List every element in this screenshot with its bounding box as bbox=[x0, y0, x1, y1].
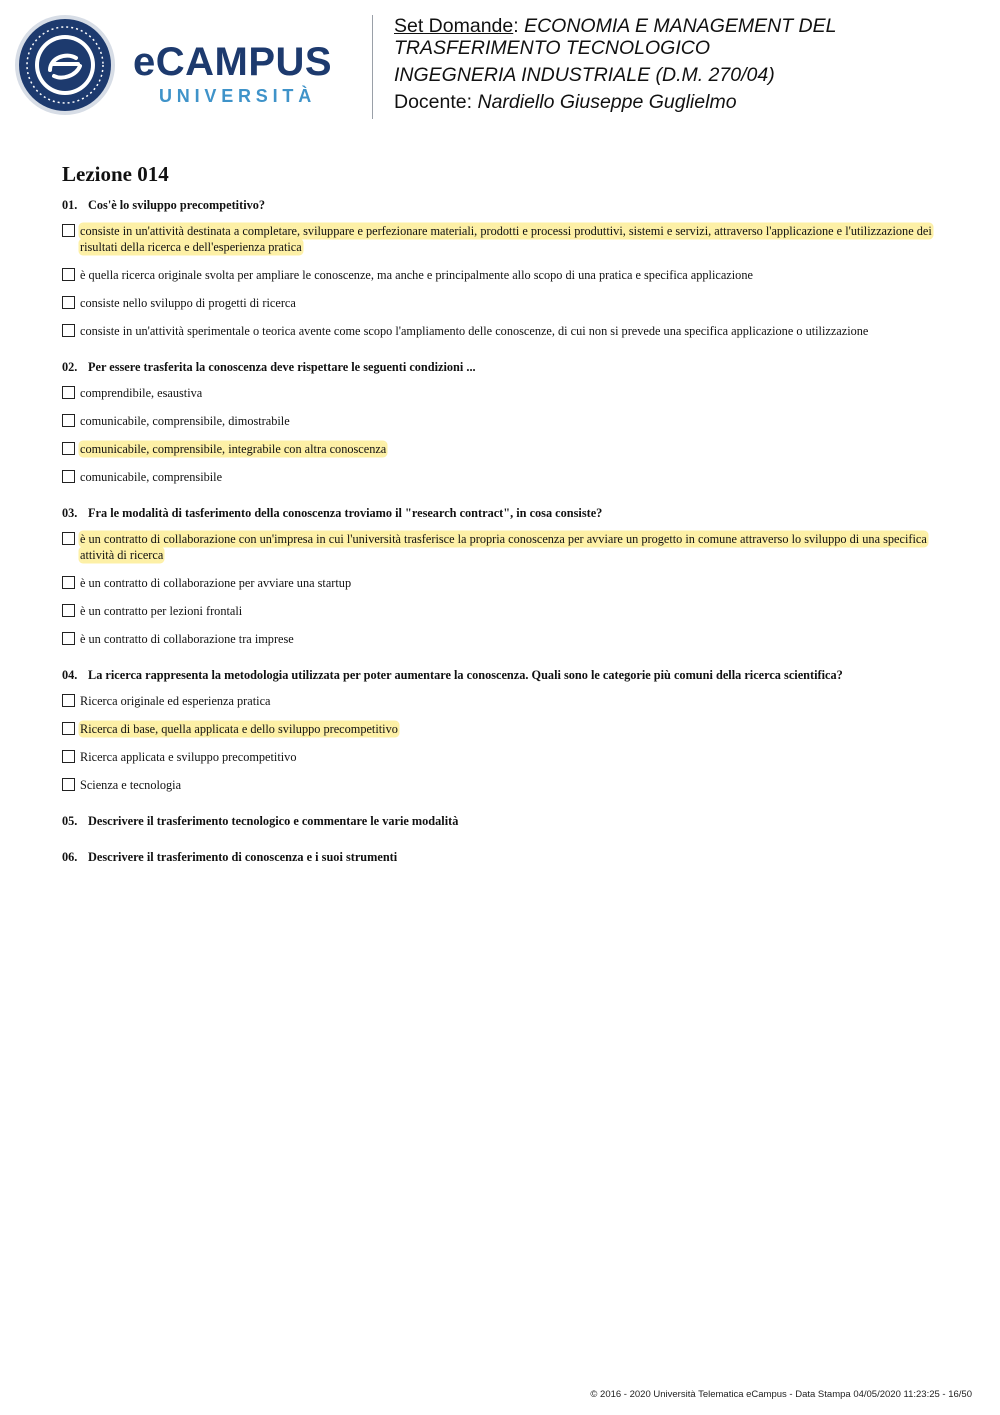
answer-option[interactable] bbox=[62, 575, 942, 591]
question-text bbox=[62, 667, 942, 683]
answer-option[interactable] bbox=[62, 531, 942, 563]
lesson-title: Lezione 014 bbox=[62, 162, 169, 186]
answer-checkbox[interactable] bbox=[62, 414, 75, 427]
question-number: 01. bbox=[62, 198, 78, 212]
teacher-line bbox=[394, 91, 998, 113]
header-divider bbox=[372, 15, 373, 119]
question-text bbox=[62, 197, 942, 213]
question-text bbox=[62, 813, 942, 829]
answer-text: comprendibile, esaustiva bbox=[80, 386, 203, 400]
question-block bbox=[62, 813, 942, 829]
answer-checkbox[interactable] bbox=[62, 778, 75, 791]
answer-text: consiste in un'attività sperimentale o teorica avente come scopo l'ampliamento delle conoscenze, di cui non si prevede una specifica applicazione o utilizzazione bbox=[80, 324, 869, 338]
set-title: ECONOMIA E MANAGEMENT DEL TRASFERIMENTO TECNOLOGICO bbox=[394, 15, 837, 59]
answer-checkbox[interactable] bbox=[62, 694, 75, 707]
answer-option[interactable] bbox=[62, 441, 942, 457]
question-block bbox=[62, 197, 942, 339]
answer-text: comunicabile, comprensibile bbox=[80, 470, 223, 484]
question-label: Per essere trasferita la conoscenza deve rispettare le seguenti condizioni ... bbox=[88, 360, 476, 374]
page-header bbox=[0, 0, 1000, 125]
answer-text-highlighted: è un contratto di collaborazione con un'impresa in cui l'università trasferisce la propria conoscenza per avviare un progetto in comune attraverso lo sviluppo di una specifica attività di ricerca bbox=[80, 532, 927, 562]
set-label: Set Domande bbox=[394, 15, 514, 37]
answer-text: è un contratto di collaborazione per avviare una startup bbox=[80, 576, 352, 590]
ecampus-seal-logo bbox=[14, 14, 116, 116]
answer-option[interactable] bbox=[62, 631, 942, 647]
answer-checkbox[interactable] bbox=[62, 722, 75, 735]
set-line: Set Domande: ECONOMIA E MANAGEMENT DEL TRASFERIMENTO TECNOLOGICO bbox=[394, 15, 837, 59]
answer-checkbox[interactable] bbox=[62, 268, 75, 281]
answer-checkbox[interactable] bbox=[62, 604, 75, 617]
answer-option[interactable] bbox=[62, 267, 942, 283]
answer-option[interactable] bbox=[62, 721, 942, 737]
answer-checkbox[interactable] bbox=[62, 442, 75, 455]
answer-option[interactable] bbox=[62, 749, 942, 765]
question-number: 03. bbox=[62, 506, 78, 520]
answer-checkbox[interactable] bbox=[62, 750, 75, 763]
question-text bbox=[62, 359, 942, 375]
logo-ecampus-text: eCAMPUS bbox=[133, 40, 333, 84]
question-text bbox=[62, 849, 942, 865]
answer-option[interactable] bbox=[62, 469, 942, 485]
question-number: 04. bbox=[62, 668, 78, 682]
question-number: 02. bbox=[62, 360, 78, 374]
question-block bbox=[62, 505, 942, 647]
ecampus-wordmark bbox=[133, 42, 359, 106]
answer-option[interactable] bbox=[62, 223, 942, 255]
answer-checkbox[interactable] bbox=[62, 386, 75, 399]
question-label: Descrivere il trasferimento tecnologico e commentare le varie modalità bbox=[88, 814, 459, 828]
answer-option[interactable] bbox=[62, 323, 942, 339]
answer-text: comunicabile, comprensibile, dimostrabile bbox=[80, 414, 290, 428]
answer-text: Ricerca originale ed esperienza pratica bbox=[80, 694, 271, 708]
answer-text-highlighted: comunicabile, comprensibile, integrabile con altra conoscenza bbox=[80, 442, 387, 456]
answer-checkbox[interactable] bbox=[62, 324, 75, 337]
question-text bbox=[62, 505, 942, 521]
teacher-label: Docente: bbox=[394, 91, 473, 113]
answer-option[interactable] bbox=[62, 777, 942, 793]
answer-checkbox[interactable] bbox=[62, 632, 75, 645]
answer-checkbox[interactable] bbox=[62, 576, 75, 589]
answer-checkbox[interactable] bbox=[62, 224, 75, 237]
question-label: Cos'è lo sviluppo precompetitivo? bbox=[88, 198, 266, 212]
logo-universita-text: UNIVERSITÀ bbox=[159, 86, 317, 106]
question-number: 05. bbox=[62, 814, 78, 828]
answer-text: è quella ricerca originale svolta per ampliare le conoscenze, ma anche e principalmente allo scopo di una pratica e specifica applicazione bbox=[80, 268, 753, 282]
answer-checkbox[interactable] bbox=[62, 532, 75, 545]
answer-checkbox[interactable] bbox=[62, 296, 75, 309]
answer-option[interactable] bbox=[62, 413, 942, 429]
question-block bbox=[62, 849, 942, 865]
answer-text-highlighted: Ricerca di base, quella applicata e dello sviluppo precompetitivo bbox=[80, 722, 398, 736]
course-name: INGEGNERIA INDUSTRIALE (D.M. 270/04) bbox=[394, 64, 775, 86]
page-footer: © 2016 - 2020 Università Telematica eCampus - Data Stampa 04/05/2020 11:23:25 - 16/50 bbox=[590, 1389, 972, 1400]
question-label: Descrivere il trasferimento di conoscenza e i suoi strumenti bbox=[88, 850, 398, 864]
answer-text: Ricerca applicata e sviluppo precompetitivo bbox=[80, 750, 297, 764]
answer-text: Scienza e tecnologia bbox=[80, 778, 182, 792]
answer-option[interactable] bbox=[62, 295, 942, 311]
question-label: Fra le modalità di tasferimento della conoscenza troviamo il "research contract", in cosa consiste? bbox=[88, 506, 603, 520]
question-content bbox=[62, 160, 942, 885]
answer-checkbox[interactable] bbox=[62, 470, 75, 483]
course-line bbox=[394, 64, 998, 86]
question-number: 06. bbox=[62, 850, 78, 864]
teacher-name: Nardiello Giuseppe Guglielmo bbox=[477, 91, 737, 113]
question-list bbox=[62, 197, 942, 865]
answer-text: consiste nello sviluppo di progetti di ricerca bbox=[80, 296, 296, 310]
header-info bbox=[394, 15, 998, 113]
question-block bbox=[62, 667, 942, 793]
answer-text-highlighted: consiste in un'attività destinata a completare, sviluppare e perfezionare materiali, prodotti e processi produttivi, sistemi e servizi, attraverso l'applicazione e l'utilizzazione dei risultati della ricerca e dell'esperienza pratica bbox=[80, 224, 932, 254]
answer-text: è un contratto per lezioni frontali bbox=[80, 604, 243, 618]
answer-option[interactable] bbox=[62, 385, 942, 401]
answer-option[interactable] bbox=[62, 693, 942, 709]
question-block bbox=[62, 359, 942, 485]
answer-option[interactable] bbox=[62, 603, 942, 619]
question-label: La ricerca rappresenta la metodologia utilizzata per poter aumentare la conoscenza. Quali sono le categorie più comuni della ricerca scientifica? bbox=[88, 668, 843, 682]
answer-text: è un contratto di collaborazione tra imprese bbox=[80, 632, 294, 646]
